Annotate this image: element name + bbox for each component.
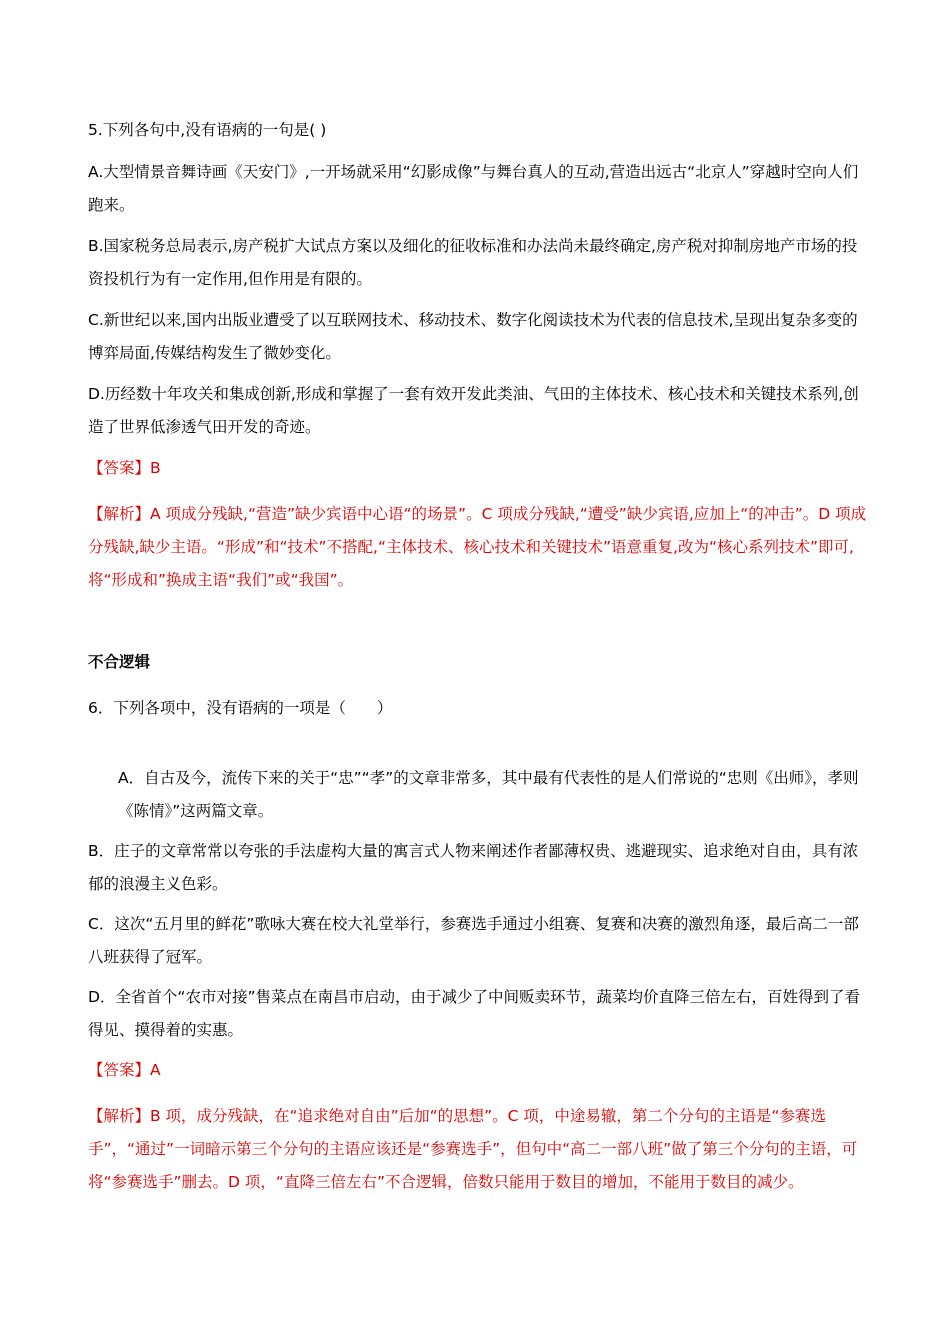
q6-option-b: B．庄子的文章常常以夸张的手法虚构大量的寓言式人物来阐述作者鄙薄权贵、逃避现实、追求绝对自由，具有浓郁的浪漫主义色彩。 <box>88 842 859 893</box>
q5-stem: 5.下列各句中,没有语病的一句是( ) <box>88 121 327 139</box>
q5-analysis: 【解析】A 项成分残缺,“营造”缺少宾语中心语“的场景”。C 项成分残缺,“遭受”缺少宾语,应加上“的冲击”。D 项成分残缺,缺少主语。“形成”和“技术”不搭配,“主体技术、核心技术和关键技术”语意重复,改为“核心系列技术”即可,将“形成和”换成主语“我们”或“我国”。 <box>88 505 867 589</box>
q6-option-c: C．这次“五月里的鲜花”歌咏大赛在校大礼堂举行，参赛选手通过小组赛、复赛和决赛的激烈角逐，最后高二一部八班获得了冠军。 <box>88 915 859 966</box>
q6-option-d: D．全省首个“农市对接”售菜点在南昌市启动，由于减少了中间贩卖环节，蔬菜均价直降三倍左右，百姓得到了看得见、摸得着的实惠。 <box>88 988 860 1039</box>
q5-option-b: B.国家税务总局表示,房产税扩大试点方案以及细化的征收标准和办法尚未最终确定,房产税对抑制房地产市场的投资投机行为有一定作用,但作用是有限的。 <box>88 237 858 288</box>
q6-analysis: 【解析】B 项，成分残缺，在“追求绝对自由”后加“的思想”。C 项，中途易辙，第二个分句的主语是“参赛选手”，“通过”一词暗示第三个分句的主语应该还是“参赛选手”，但句中“高二一部八班”做了第三个分句的主语，可将“参赛选手”删去。D 项，“直降三倍左右”不合逻辑，倍数只能用于数目的增加，不能用于数目的减少。 <box>88 1107 858 1191</box>
q5-option-c: C.新世纪以来,国内出版业遭受了以互联网技术、移动技术、数字化阅读技术为代表的信息技术,呈现出复杂多变的博弈局面,传媒结构发生了微妙变化。 <box>88 311 858 362</box>
q5-answer: 【答案】B <box>88 459 161 477</box>
q6-answer: 【答案】A <box>88 1061 161 1079</box>
q6-stem: 6．下列各项中，没有语病的一项是（ ） <box>88 699 393 717</box>
q5-option-d: D.历经数十年攻关和集成创新,形成和掌握了一套有效开发此类油、气田的主体技术、核心技术和关键技术系列,创造了世界低渗透气田开发的奇迹。 <box>88 385 859 436</box>
section-heading: 不合逻辑 <box>88 653 151 671</box>
q6-option-a: A．自古及今，流传下来的关于“忠”“孝”的文章非常多，其中最有代表性的是人们常说的“忠则《出师》，孝则《陈情》”这两篇文章。 <box>118 769 859 820</box>
q5-option-a: A.大型情景音舞诗画《天安门》,一开场就采用“幻影成像”与舞台真人的互动,营造出远古“北京人”穿越时空向人们跑来。 <box>88 163 859 214</box>
